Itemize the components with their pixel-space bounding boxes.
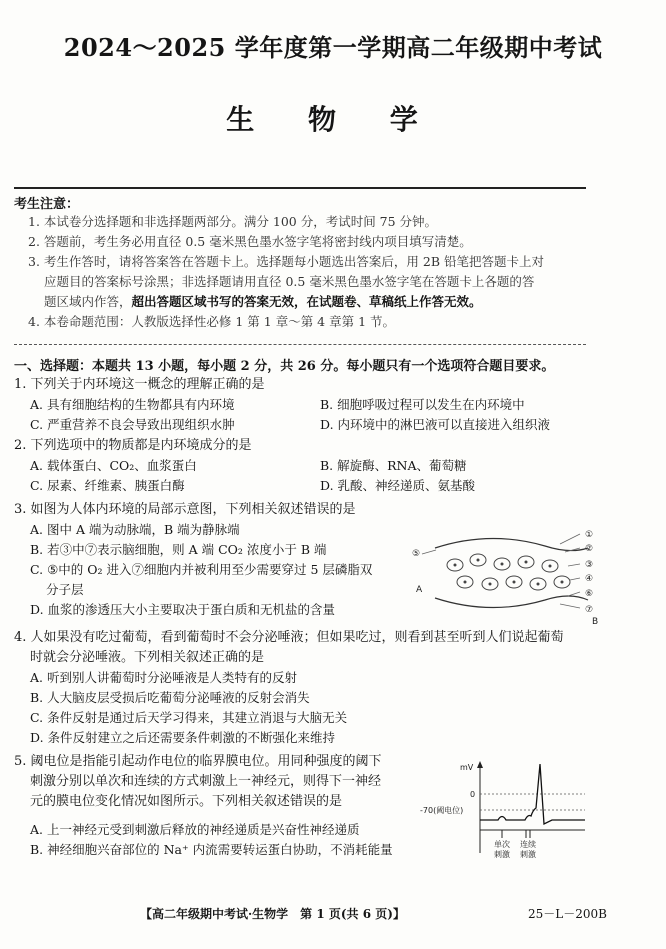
- subject-title: 生 物 学: [226, 103, 440, 136]
- leader-line: [570, 578, 580, 580]
- membrane-potential-graph: [420, 758, 590, 863]
- question-stem: 3. 如图为人体内环境的局部示意图，下列相关叙述错误的是: [14, 502, 356, 517]
- cont-stim-label: 连续: [520, 840, 536, 849]
- option-a: A. 图中 A 端为动脉端，B 端为静脉端: [30, 522, 240, 537]
- question-5: [14, 752, 434, 860]
- question-stem: 2. 下列选项中的物质都是内环境成分的是: [14, 438, 252, 453]
- option-c: C. 条件反射是通过后天学习得来，其建立消退与大脑无关: [30, 710, 348, 725]
- fig-label-b: B: [592, 617, 599, 627]
- nucleus: [454, 564, 457, 567]
- notice-item: 1. 本试卷分选择题和非选择题两部分。满分 100 分，考试时间 75 分钟。: [28, 214, 438, 229]
- nucleus: [513, 581, 516, 584]
- question-1: [14, 375, 614, 435]
- question-stem-cont: 时就会分泌唾液。下列相关叙述正确的是: [30, 650, 265, 665]
- leader-line: [560, 534, 580, 544]
- notice-item: 应题目的答案标号涂黑；非选择题请用直径 0.5 毫米黑色墨水签字笔在答题卡上各题的答: [44, 274, 535, 289]
- question-stem-cont: 元的膜电位变化情况如图所示。下列相关叙述错误的是: [30, 794, 343, 809]
- question-stem-cont: 刺激分别以单次和连续的方式刺激上一神经元，则得下一神经: [30, 774, 382, 789]
- exam-title: 2024～2025 学年度第一学期高二年级期中考试: [63, 33, 603, 62]
- option-b: B. 解旋酶、RNA、葡萄糖: [320, 458, 467, 473]
- option-c: C. ⑤中的 O₂ 进入⑦细胞内并被利用至少需要穿过 5 层磷脂双: [30, 562, 373, 577]
- nucleus: [464, 581, 467, 584]
- notice-heading: 考生注意：: [14, 197, 80, 212]
- fig-label-2: ②: [585, 544, 594, 554]
- fig-label-4: ④: [585, 574, 594, 584]
- question-stem: 5. 阈电位是指能引起动作电位的临界膜电位。用同种强度的阈下: [14, 754, 382, 769]
- option-d: D. 乳酸、神经递质、氨基酸: [320, 478, 476, 493]
- cont-stim-label-2: 刺激: [520, 850, 536, 859]
- y-unit-label: mV: [460, 763, 474, 772]
- notice-item: 题区域内作答，: [44, 294, 132, 309]
- divider: [14, 187, 586, 189]
- single-stim-label-2: 刺激: [494, 850, 510, 859]
- option-b: B. 神经细胞兴奋部位的 Na⁺ 内流需要转运蛋白协助，不消耗能量: [30, 842, 393, 857]
- nucleus: [549, 565, 552, 568]
- tissue-diagram: [410, 520, 605, 628]
- question-stem: 1. 下列关于内环境这一概念的理解正确的是: [14, 377, 265, 392]
- footer-title: 【高二年级期中考试·生物学 第 1 页(共 6 页)】: [140, 907, 405, 921]
- option-d: D. 内环境中的淋巴液可以直接进入组织液: [320, 417, 551, 432]
- notice-emphasis: 超出答题区域书写的答案无效，在试题卷、草稿纸上作答无效。: [131, 294, 482, 309]
- capillary-bottom: [435, 596, 588, 608]
- notice-list: [14, 212, 588, 332]
- zero-label: 0: [470, 790, 476, 799]
- option-b: B. 若③中⑦表示脑细胞，则 A 端 CO₂ 浓度小于 B 端: [30, 542, 327, 557]
- notice-item-line: [14, 292, 588, 312]
- leader-line: [560, 604, 580, 608]
- option-c-cont: 分子层: [46, 582, 84, 597]
- question-2: [14, 436, 614, 496]
- option-c: C. 尿素、纤维素、胰蛋白酶: [30, 478, 185, 493]
- divider-dashed: [14, 344, 586, 345]
- notice-item: 3. 考生作答时，请将答案答在答题卡上。选择题每小题选出答案后，用 2B 铅笔把答题卡上对: [28, 254, 544, 269]
- single-stim-label: 单次: [494, 840, 510, 849]
- fig-label-7: ⑦: [585, 605, 594, 615]
- option-a: A. 听到别人讲葡萄时分泌唾液是人类特有的反射: [30, 670, 297, 685]
- capillary-top: [435, 538, 588, 550]
- threshold-label: -70(阈电位): [420, 806, 464, 815]
- nucleus: [477, 559, 480, 562]
- option-b: B. 细胞呼吸过程可以发生在内环境中: [320, 397, 525, 412]
- fig-label-5: ⑤: [412, 549, 421, 559]
- question-3: [14, 500, 414, 620]
- nucleus: [489, 583, 492, 586]
- question-4: [14, 628, 654, 748]
- notice-item: 4. 本卷命题范围：人教版选择性必修 1 第 1 章～第 4 章第 1 节。: [28, 314, 395, 329]
- nucleus: [561, 581, 564, 584]
- notice-item: 2. 答题前，考生务必用直径 0.5 毫米黑色墨水签字笔将密封线内项目填写清楚。: [28, 234, 472, 249]
- footer-code: 25－L－200B: [528, 907, 607, 921]
- nucleus: [525, 561, 528, 564]
- option-a: A. 载体蛋白、CO₂、血浆蛋白: [30, 458, 197, 473]
- fig-label-1: ①: [585, 530, 594, 540]
- leader-line: [422, 550, 436, 554]
- option-d: D. 条件反射建立之后还需要条件刺激的不断强化来维持: [30, 730, 336, 745]
- option-a: A. 上一神经元受到刺激后释放的神经递质是兴奋性神经递质: [30, 822, 360, 837]
- option-b: B. 人大脑皮层受损后吃葡萄分泌唾液的反射会消失: [30, 690, 310, 705]
- leader-line: [568, 592, 580, 596]
- question-stem: 4. 人如果没有吃过葡萄，看到葡萄时不会分泌唾液；但如果吃过，则看到甚至听到人们说起葡萄: [14, 630, 564, 645]
- option-d: D. 血浆的渗透压大小主要取决于蛋白质和无机盐的含量: [30, 602, 336, 617]
- leader-line: [568, 564, 580, 566]
- fig-label-a: A: [416, 585, 423, 595]
- option-c: C. 严重营养不良会导致出现组织水肿: [30, 417, 235, 432]
- fig-label-6: ⑥: [585, 589, 594, 599]
- nucleus: [537, 583, 540, 586]
- nucleus: [501, 563, 504, 566]
- fig-label-3: ③: [585, 560, 594, 570]
- y-axis-arrow: [477, 761, 483, 768]
- section-heading: 一、选择题：本题共 13 小题，每小题 2 分，共 26 分。每小题只有一个选项符合题目要求。: [14, 359, 555, 374]
- option-a: A. 具有细胞结构的生物都具有内环境: [30, 397, 235, 412]
